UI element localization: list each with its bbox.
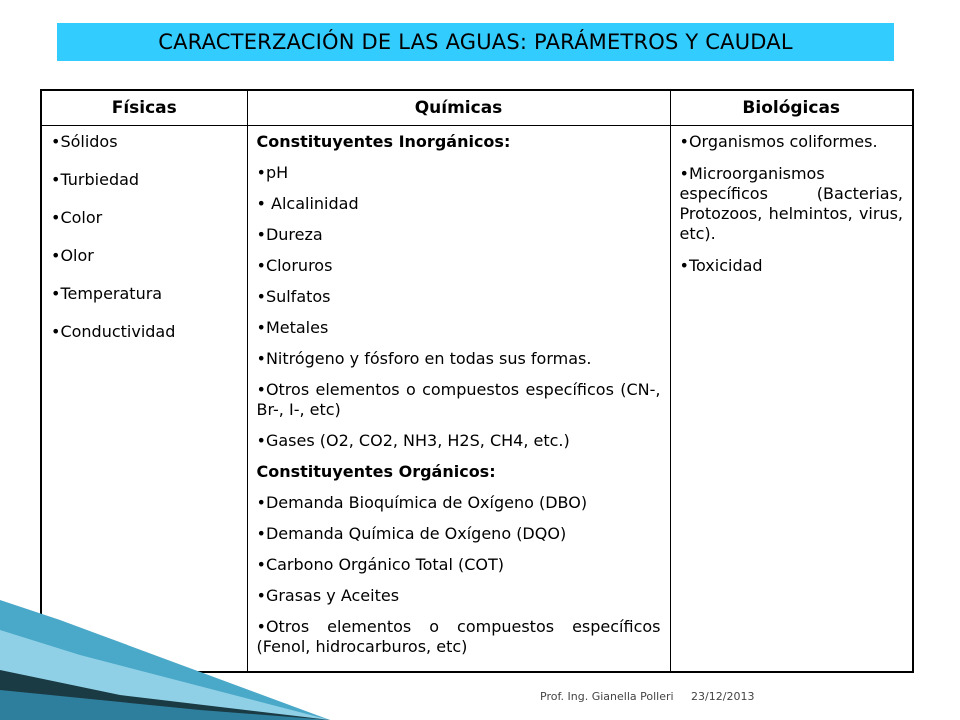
list-item: •Nitrógeno y fósforo en todas sus formas. xyxy=(256,349,592,368)
list-item: •Demanda Bioquímica de Oxígeno (DBO) xyxy=(256,493,588,512)
header-fisicas: Físicas xyxy=(41,90,247,126)
list-item: •Otros elementos o compuestos específicos (CN-, Br-, I-, etc) xyxy=(256,380,661,419)
slide-title-banner xyxy=(57,23,894,61)
list-item: •Sólidos xyxy=(51,132,118,151)
footer-date: 23/12/2013 xyxy=(691,690,755,703)
list-item: •Cloruros xyxy=(256,256,333,275)
list-item: •Sulfatos xyxy=(256,287,331,306)
list-item: •Dureza xyxy=(256,225,323,244)
list-item: •Metales xyxy=(256,318,329,337)
list-item: •Otros elementos o compuestos específicos (Fenol, hidrocarburos, etc) xyxy=(256,617,661,656)
slide-title: CARACTERZACIÓN DE LAS AGUAS: PARÁMETROS Y CAUDAL xyxy=(158,30,793,54)
footer-author: Prof. Ing. Gianella Polleri xyxy=(540,690,674,703)
header-quimicas: Químicas xyxy=(247,90,670,126)
list-item: •Organismos coliformes. xyxy=(679,132,878,151)
header-biologicas: Biológicas xyxy=(670,90,913,126)
list-item: •Gases (O2, CO2, NH3, H2S, CH4, etc.) xyxy=(256,431,570,450)
list-item: •Turbiedad xyxy=(51,170,140,189)
table-header-row xyxy=(41,90,913,126)
list-item: •Grasas y Aceites xyxy=(256,586,400,605)
list-item: •Olor xyxy=(51,246,94,265)
slide-footer xyxy=(540,690,754,703)
list-item: •Carbono Orgánico Total (COT) xyxy=(256,555,505,574)
organic-heading: Constituyentes Orgánicos: xyxy=(256,462,496,481)
list-item: •Toxicidad xyxy=(679,256,763,275)
biologicas-cell xyxy=(670,126,913,673)
list-item: •Conductividad xyxy=(51,322,176,341)
list-item: •Color xyxy=(51,208,103,227)
decorative-swoosh xyxy=(0,560,330,720)
list-item: • Alcalinidad xyxy=(256,194,359,213)
list-item: •Demanda Química de Oxígeno (DQO) xyxy=(256,524,567,543)
list-item: •Microorganismos específicos (Bacterias, Protozoos, helmintos, virus, etc). xyxy=(679,164,903,243)
list-item: •pH xyxy=(256,163,289,182)
list-item: •Temperatura xyxy=(51,284,163,303)
inorganic-heading: Constituyentes Inorgánicos: xyxy=(256,132,511,151)
